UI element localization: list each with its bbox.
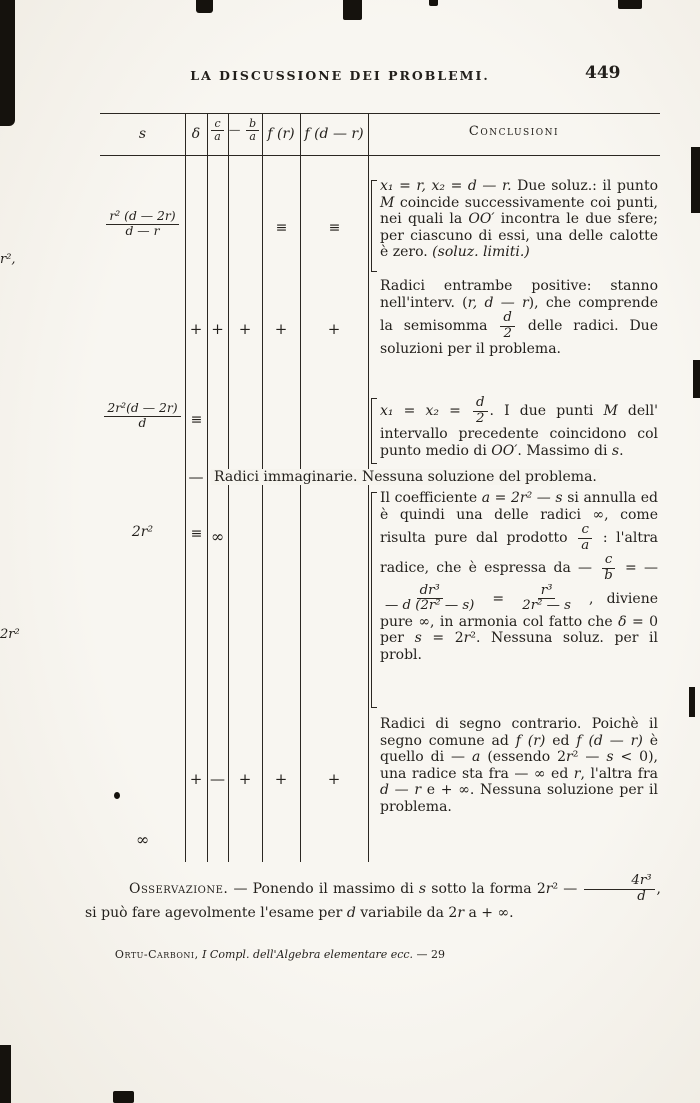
page-number: 449 — [585, 63, 621, 83]
table-column-rule — [207, 113, 208, 862]
scan-artifact — [196, 0, 213, 13]
ba-sign-row2: + — [238, 320, 252, 338]
conclusion-row6: Radici di segno contrario. Poichè il segno comune ad f (r) ed f (d — r) è quello di — a (essendo 2r² — s < 0), una radice sta fra — ∞ ed r, l'altra fra d — r e + ∞. Nessuna soluzione per il problema. — [380, 716, 658, 815]
observation-paragraph: Osservazione. — Ponendo il massimo di s sotto la forma 2r² — $\frac{\text{4r³}}{d}$ , si può fare agevolmente l'esame per d variabile da 2r a + ∞. — [85, 873, 661, 922]
scan-artifact — [691, 147, 700, 213]
table-column-rule — [368, 113, 369, 862]
scan-artifact — [0, 0, 15, 126]
footer-line: Ortu-Carboni, I Compl. dell'Algebra elementare ecc. — 29 — [114, 948, 446, 961]
fr-sign-row2: + — [274, 320, 288, 338]
delta-sign-row4: — — [188, 468, 204, 486]
s-value-row1: $\frac{\text{r² (d — 2r)}}{d — r}$ — [100, 210, 185, 238]
fr-sign-row1: ≡ — [275, 220, 287, 236]
delta-sign-row5: ≡ — [190, 526, 202, 542]
fdr-sign-row2: + — [327, 320, 341, 338]
table-column-rule — [228, 113, 229, 862]
conclusion-row2: Radici entrambe positive: stanno nell'interv. (r, d — r), che comprende la semisomma $\frac{d}{2}$ delle radici. Due soluzioni per il problema. — [380, 278, 658, 358]
s-value-row7: ∞ — [135, 830, 150, 849]
left-bracket — [371, 398, 377, 464]
table-header-rule — [100, 155, 660, 156]
fdr-sign-row1: ≡ — [328, 220, 340, 236]
delta-sign-row3: ≡ — [190, 412, 202, 428]
conclusion-row5: Il coefficiente a = 2r² — s si annulla ed è quindi una delle radici ∞, come risulta pure dal prodotto $\frac{c}{a}$ : l'altra radice, che è espressa da — $\frac{c}{b}$ = — $\frac{\text{dr³}}{\text{— d (2r² — s)}}$ = $\frac{\text{r³}}{\text{2r² — s}}$ , diviene pure ∞, in armonia col fatto che δ = 0 per s = 2r². Nessuna soluz. per il probl. — [380, 490, 658, 663]
scan-artifact — [114, 792, 120, 799]
ca-sign-row5: ∞ — [210, 527, 225, 546]
col-header-delta: δ — [191, 126, 201, 142]
scan-artifact — [429, 0, 438, 6]
scan-artifact — [693, 360, 700, 398]
ca-sign-row2: + — [211, 320, 224, 338]
margin-note: 2r² — [0, 627, 20, 642]
scan-artifact — [618, 0, 642, 9]
s-value-row3: $\frac{\text{2r²(d — 2r)}}{d}$ — [100, 402, 185, 430]
margin-note: r², — [0, 252, 16, 267]
conclusion-row3: x₁ = x₂ = $\frac{d}{2}$ . I due punti M dell' intervallo precedente coincidono col punto medio di OO′. Massimo di s. — [380, 395, 658, 459]
col-header-minus-b-over-a: — $\frac{b}{a}$ — [228, 118, 262, 143]
scan-artifact — [343, 0, 362, 20]
table-column-rule — [185, 113, 186, 862]
col-header-f-r: f (r) — [267, 126, 295, 142]
delta-sign-row6: + — [189, 770, 203, 788]
ca-sign-row6: — — [210, 770, 225, 788]
ba-sign-row6: + — [238, 770, 252, 788]
col-header-s: s — [138, 126, 147, 142]
conclusion-row1: x₁ = r, x₂ = d — r. Due soluz.: il punto M coincide successivamente coi punti, nei quali la OO′ incontra le due sfere; per ciascuno di essi, una delle calotte è zero. (soluz. limiti.) — [380, 178, 659, 260]
col-header-c-over-a: $\frac{c}{a}$ — [207, 118, 228, 143]
delta-sign-row2: + — [189, 320, 203, 338]
scan-artifact — [689, 687, 695, 717]
left-bracket — [371, 492, 377, 708]
left-bracket — [371, 180, 377, 272]
col-header-conclusions: Conclusioni — [468, 124, 560, 139]
conclusion-row4: Radici immaginarie. Nessuna soluzione del problema. — [211, 469, 600, 485]
scan-artifact — [0, 1045, 11, 1103]
s-value-row5: 2r² — [131, 524, 154, 540]
running-header: LA DISCUSSIONE DEI PROBLEMI. — [190, 68, 490, 83]
fdr-sign-row6: + — [327, 770, 341, 788]
scan-artifact — [113, 1091, 134, 1103]
col-header-f-d-r: f (d — r) — [304, 126, 364, 142]
fr-sign-row6: + — [274, 770, 288, 788]
table-top-rule — [100, 113, 660, 114]
